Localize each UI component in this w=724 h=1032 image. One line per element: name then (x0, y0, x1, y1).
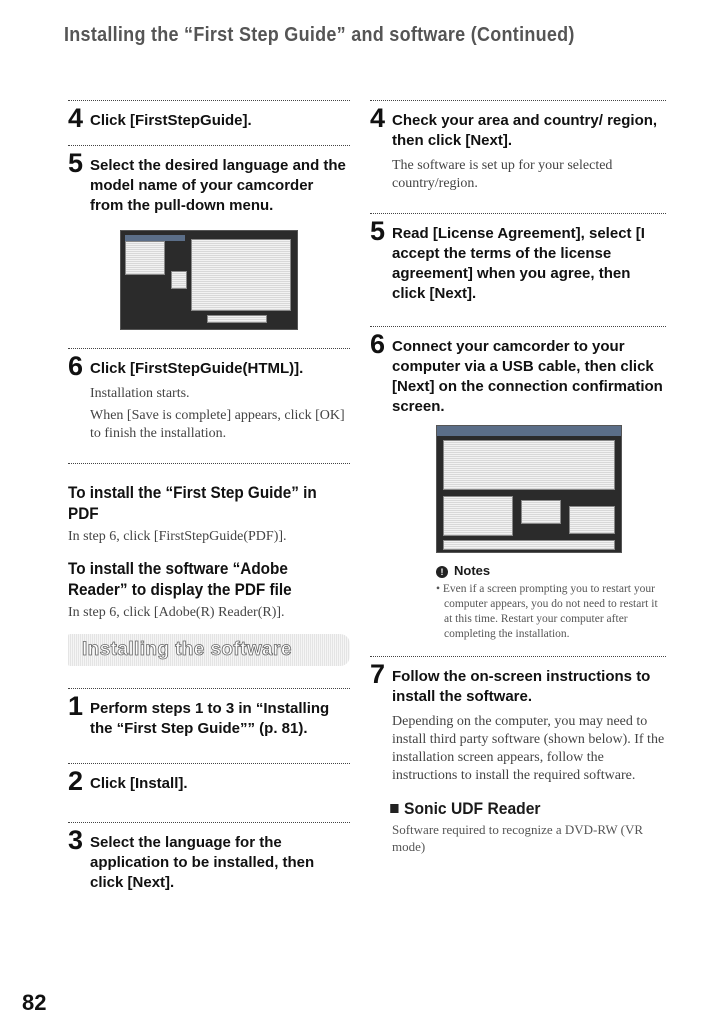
step-2-install (68, 766, 350, 796)
step-number: 1 (68, 691, 84, 721)
step-heading: Read [License Agreement], select [I accept the terms of the license agreement] when you agree, then click [Next]. (392, 225, 645, 302)
notes-heading: ! Notes (436, 563, 666, 578)
step-number: 6 (370, 329, 386, 359)
step-number: 3 (68, 825, 84, 855)
left-column (68, 100, 350, 907)
divider (68, 763, 350, 764)
square-bullet-icon (390, 804, 398, 813)
screenshot-language-menu (120, 230, 298, 330)
bullet-heading: Sonic UDF Reader (370, 799, 642, 819)
step-number: 4 (370, 103, 386, 133)
step-number: 4 (68, 103, 84, 133)
step-5-right (370, 216, 666, 304)
step-heading: Select the language for the application to be installed, then click [Next]. (90, 834, 315, 891)
step-3-install (68, 825, 350, 893)
step-6-left (68, 351, 350, 443)
divider (68, 348, 350, 349)
notes-icon: ! (436, 566, 448, 578)
divider (370, 326, 666, 327)
divider (68, 688, 350, 689)
bullet-text: Software required to recognize a DVD-RW (VR mode) (392, 822, 644, 854)
subsection-text: In step 6, click [Adobe(R) Reader(R)]. (68, 605, 285, 620)
divider (68, 100, 350, 101)
section-banner (68, 634, 350, 666)
notes-item: • Even if a screen prompting you to restart your computer appears, you do not need to restart it at this time. Restart your computer after completing the installation. (436, 583, 658, 640)
subsection-heading: To install the “First Step Guide” in PDF (68, 483, 317, 523)
step-heading: Click [Install]. (90, 775, 188, 792)
right-column (370, 100, 666, 855)
step-1-install (68, 691, 350, 739)
page-title: Installing the “First Step Guide” and software (Continued) (64, 24, 575, 46)
step-heading: Click [FirstStepGuide]. (90, 112, 252, 129)
step-7-right (370, 659, 666, 785)
divider (370, 100, 666, 101)
step-heading: Connect your camcorder to your computer via a USB cable, then click [Next] on the connection confirmation screen. (392, 338, 663, 415)
step-number: 5 (370, 216, 386, 246)
step-heading: Select the desired language and the model name of your camcorder from the pull-down menu. (90, 157, 346, 214)
subsection-text: In step 6, click [FirstStepGuide(PDF)]. (68, 529, 287, 544)
divider (68, 822, 350, 823)
divider (370, 213, 666, 214)
step-5-left (68, 148, 350, 330)
step-heading: Follow the on-screen instructions to install the software. (392, 668, 651, 705)
step-text: The software is set up for your selected country/region. (392, 158, 613, 191)
divider (68, 463, 350, 464)
step-heading: Click [FirstStepGuide(HTML)]. (90, 360, 304, 377)
step-number: 2 (68, 766, 84, 796)
step-text: When [Save is complete] appears, click [OK] to finish the installation. (90, 408, 345, 441)
section-banner-label: Installing the software (82, 639, 292, 660)
step-heading: Perform steps 1 to 3 in “Installing the “First Step Guide”” (p. 81). (90, 700, 330, 737)
step-number: 5 (68, 148, 84, 178)
divider (370, 656, 666, 657)
step-heading: Check your area and country/ region, then click [Next]. (392, 112, 658, 149)
screenshot-usb-connection (436, 425, 622, 553)
step-number: 7 (370, 659, 386, 689)
page-number: 82 (22, 990, 47, 1015)
step-text: Depending on the computer, you may need to install third party software (shown below). If the installation screen appears, follow the instructions to install the required software. (392, 714, 665, 783)
step-number: 6 (68, 351, 84, 381)
step-text: Installation starts. (90, 386, 190, 401)
subsection-heading: To install the software “Adobe Reader” to display the PDF file (68, 559, 292, 599)
step-4-left (68, 103, 350, 133)
step-6-right (370, 329, 666, 642)
step-4-right (370, 103, 666, 193)
divider (68, 145, 350, 146)
